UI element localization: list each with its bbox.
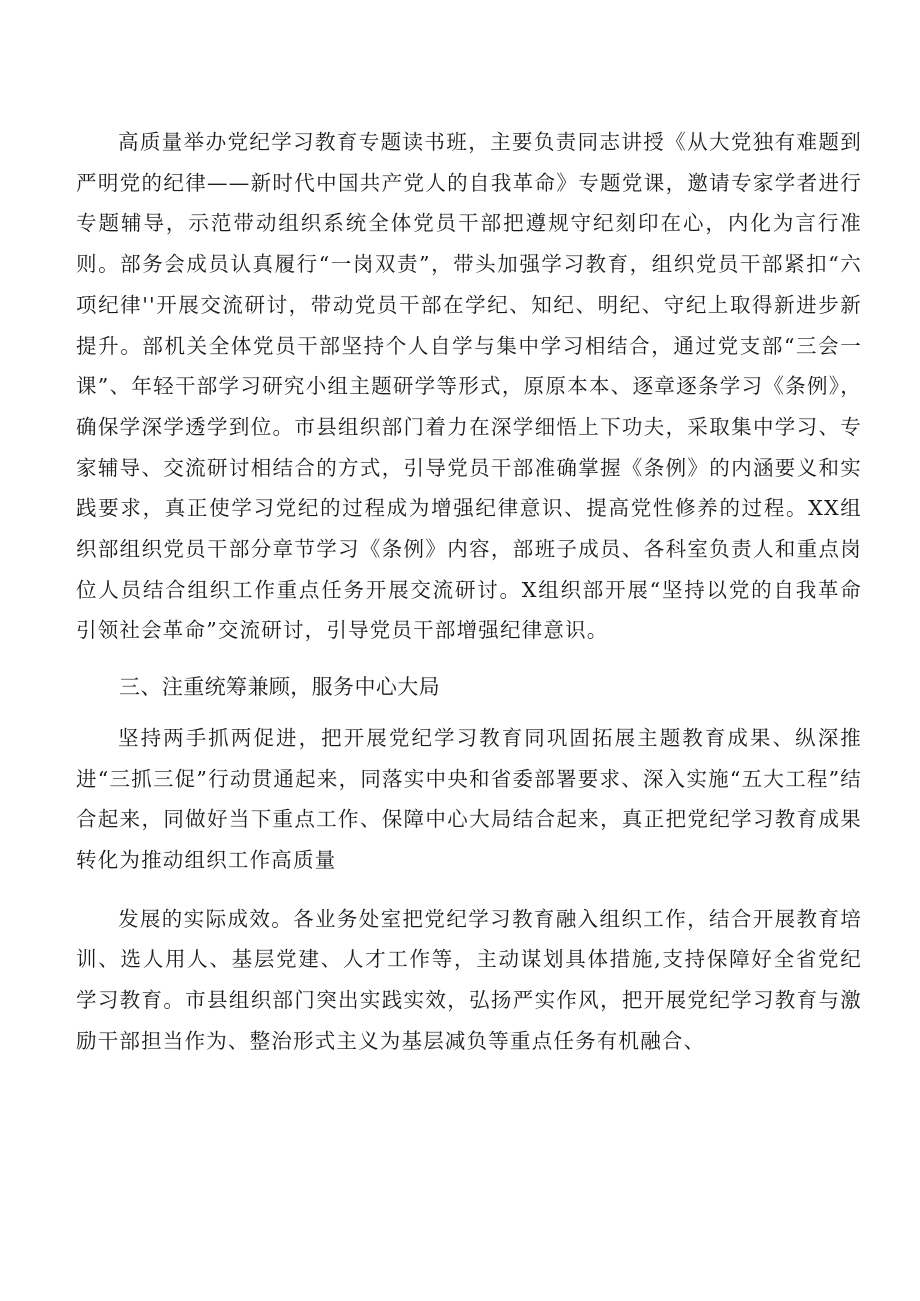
document-body (76, 122, 862, 1061)
section-paragraph: 坚持两手抓两促进，把开展党纪学习教育同巩固拓展主题教育成果、纵深推进“三抓三促”行动贯通起来，同落实中央和省委部署要求、深入实施“五大工程”结合起来，同做好当下重点工作、保障中心大局结合起来，真正把党纪学习教育成果转化为推动组织工作高质量 (76, 725, 862, 872)
section-heading: 三、注重统筹兼顾，服务中心大局 (119, 675, 441, 700)
section-paragraph-continued: 发展的实际成效。各业务处室把党纪学习教育融入组织工作，结合开展教育培训、选人用人、基层党建、人才工作等，主动谋划具体措施,支持保障好全省党纪学习教育。市县组织部门突出实践实效，弘扬严实作风，把开展党纪学习教育与激励干部担当作为、整治形式主义为基层减负等重点任务有机融合、 (76, 906, 862, 1053)
body-paragraph: 高质量举办党纪学习教育专题读书班，主要负责同志讲授《从大党独有难题到严明党的纪律——新时代中国共产党人的自我革命》专题党课，邀请专家学者进行专题辅导，示范带动组织系统全体党员干部把遵规守纪刻印在心，内化为言行准则。部务会成员认真履行“一岗双责”，带头加强学习教育，组织党员干部紧扣“六项纪律''开展交流研讨，带动党员干部在学纪、知纪、明纪、守纪上取得新进步新提升。部机关全体党员干部坚持个人自学与集中学习相结合，通过党支部“三会一课”、年轻干部学习研究小组主题研学等形式，原原本本、逐章逐条学习《条例》，确保学深学透学到位。市县组织部门着力在深学细悟上下功夫，采取集中学习、专家辅导、交流研讨相结合的方式，引导党员干部准确掌握《条例》的内涵要义和实践要求，真正使学习党纪的过程成为增强纪律意识、提高党性修养的过程。XX组织部组织党员干部分章节学习《条例》内容，部班子成员、各科室负责人和重点岗位人员结合组织工作重点任务开展交流研讨。X组织部开展“坚持以党的自我革命引领社会革命”交流研讨，引导党员干部增强纪律意识。 (76, 130, 862, 643)
